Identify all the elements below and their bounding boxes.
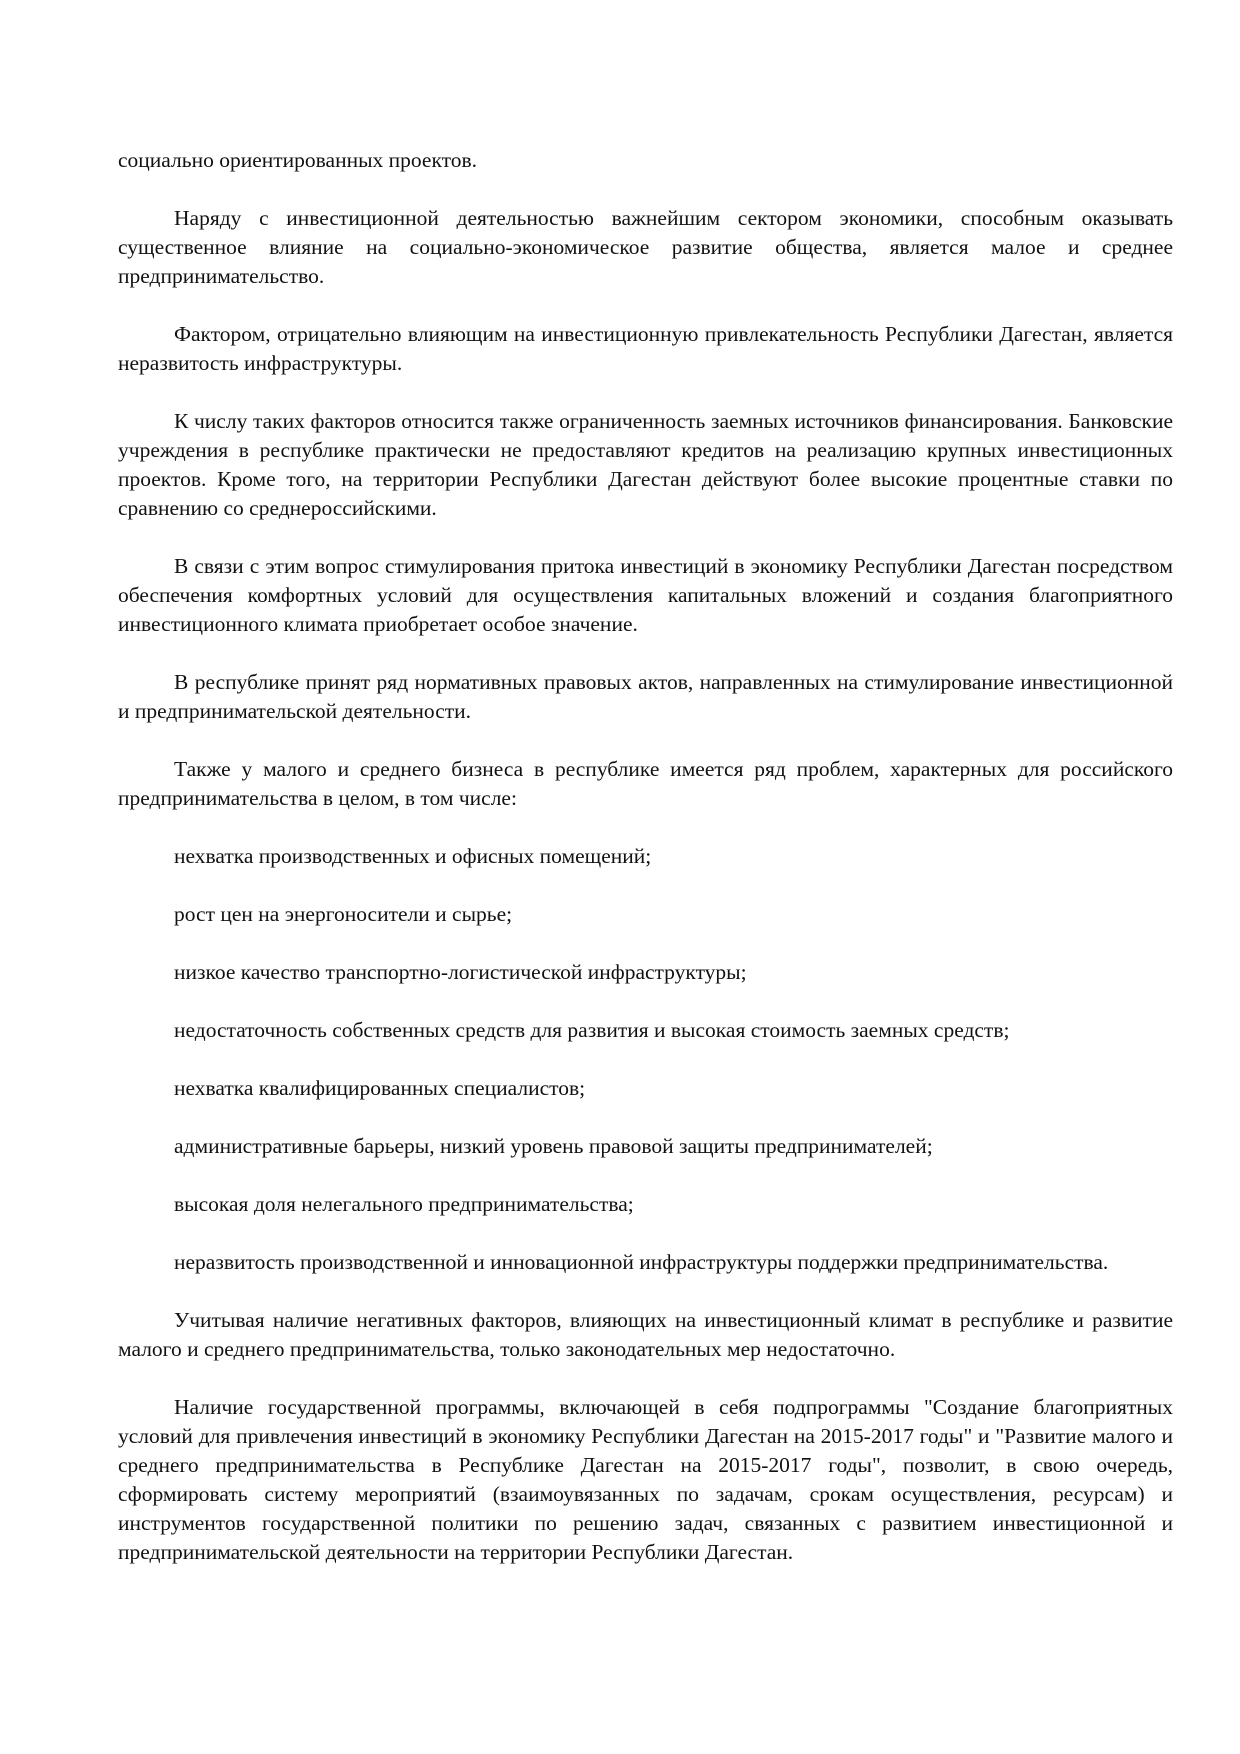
paragraph-continuation: социально ориентированных проектов. <box>118 148 478 172</box>
list-item: высокая доля нелегального предпринимательства; <box>174 1192 634 1216</box>
paragraph-problems-intro: Также у малого и среднего бизнеса в республике имеется ряд проблем, характерных для российского предпринимательства в целом, в том числе: <box>118 757 1173 810</box>
list-item: нехватка производственных и офисных помещений; <box>174 844 652 868</box>
problems-list <box>118 842 1173 1277</box>
paragraph-infrastructure: Фактором, отрицательно влияющим на инвестиционную привлекательность Республики Дагестан, является неразвитость инфраструктуры. <box>118 322 1173 375</box>
paragraph-financing: К числу таких факторов относится также ограниченность заемных источников финансирования. Банковские учреждения в республике практически не предоставляют кредитов на реализацию крупных инвестиционных проектов. Кроме того, на территории Республики Дагестан действуют более высокие процентные ставки по сравнению со среднероссийскими. <box>118 409 1173 520</box>
paragraph-negative-factors: Учитывая наличие негативных факторов, влияющих на инвестиционный климат в республике и развитие малого и среднего предпринимательства, только законодательных мер недостаточно. <box>118 1308 1173 1361</box>
list-item: недостаточность собственных средств для развития и высокая стоимость заемных средств; <box>174 1018 1010 1042</box>
paragraph-state-program: Наличие государственной программы, включающей в себя подпрограммы "Создание благоприятных условий для привлечения инвестиций в экономику Республики Дагестан на 2015-2017 годы" и "Развитие малого и среднего предпринимательства в Республике Дагестан на 2015-2017 годы", позволит, в свою очередь, сформировать систему мероприятий (взаимоувязанных по задачам, срокам осуществления, ресурсам) и инструментов государственной политики по решению задач, связанных с развитием инвестиционной и предпринимательской деятельности на территории Республики Дагестан. <box>118 1395 1173 1564</box>
paragraph-investment-climate: В связи с этим вопрос стимулирования притока инвестиций в экономику Республики Дагестан посредством обеспечения комфортных условий для осуществления капитальных вложений и создания благоприятного инвестиционного климата приобретает особое значение. <box>118 554 1173 636</box>
list-item: рост цен на энергоносители и сырье; <box>174 902 513 926</box>
list-item: неразвитость производственной и инновационной инфраструктуры поддержки предпринимательства. <box>174 1250 1109 1274</box>
list-item: низкое качество транспортно-логистической инфраструктуры; <box>174 960 747 984</box>
list-item: нехватка квалифицированных специалистов; <box>174 1076 586 1100</box>
paragraph-small-business: Наряду с инвестиционной деятельностью важнейшим сектором экономики, способным оказывать существенное влияние на социально-экономическое развитие общества, является малое и среднее предпринимательство. <box>118 206 1173 288</box>
paragraph-legal-acts: В республике принят ряд нормативных правовых актов, направленных на стимулирование инвестиционной и предпринимательской деятельности. <box>118 670 1173 723</box>
list-item: административные барьеры, низкий уровень правовой защиты предпринимателей; <box>174 1134 933 1158</box>
document-page <box>118 146 1173 1596</box>
